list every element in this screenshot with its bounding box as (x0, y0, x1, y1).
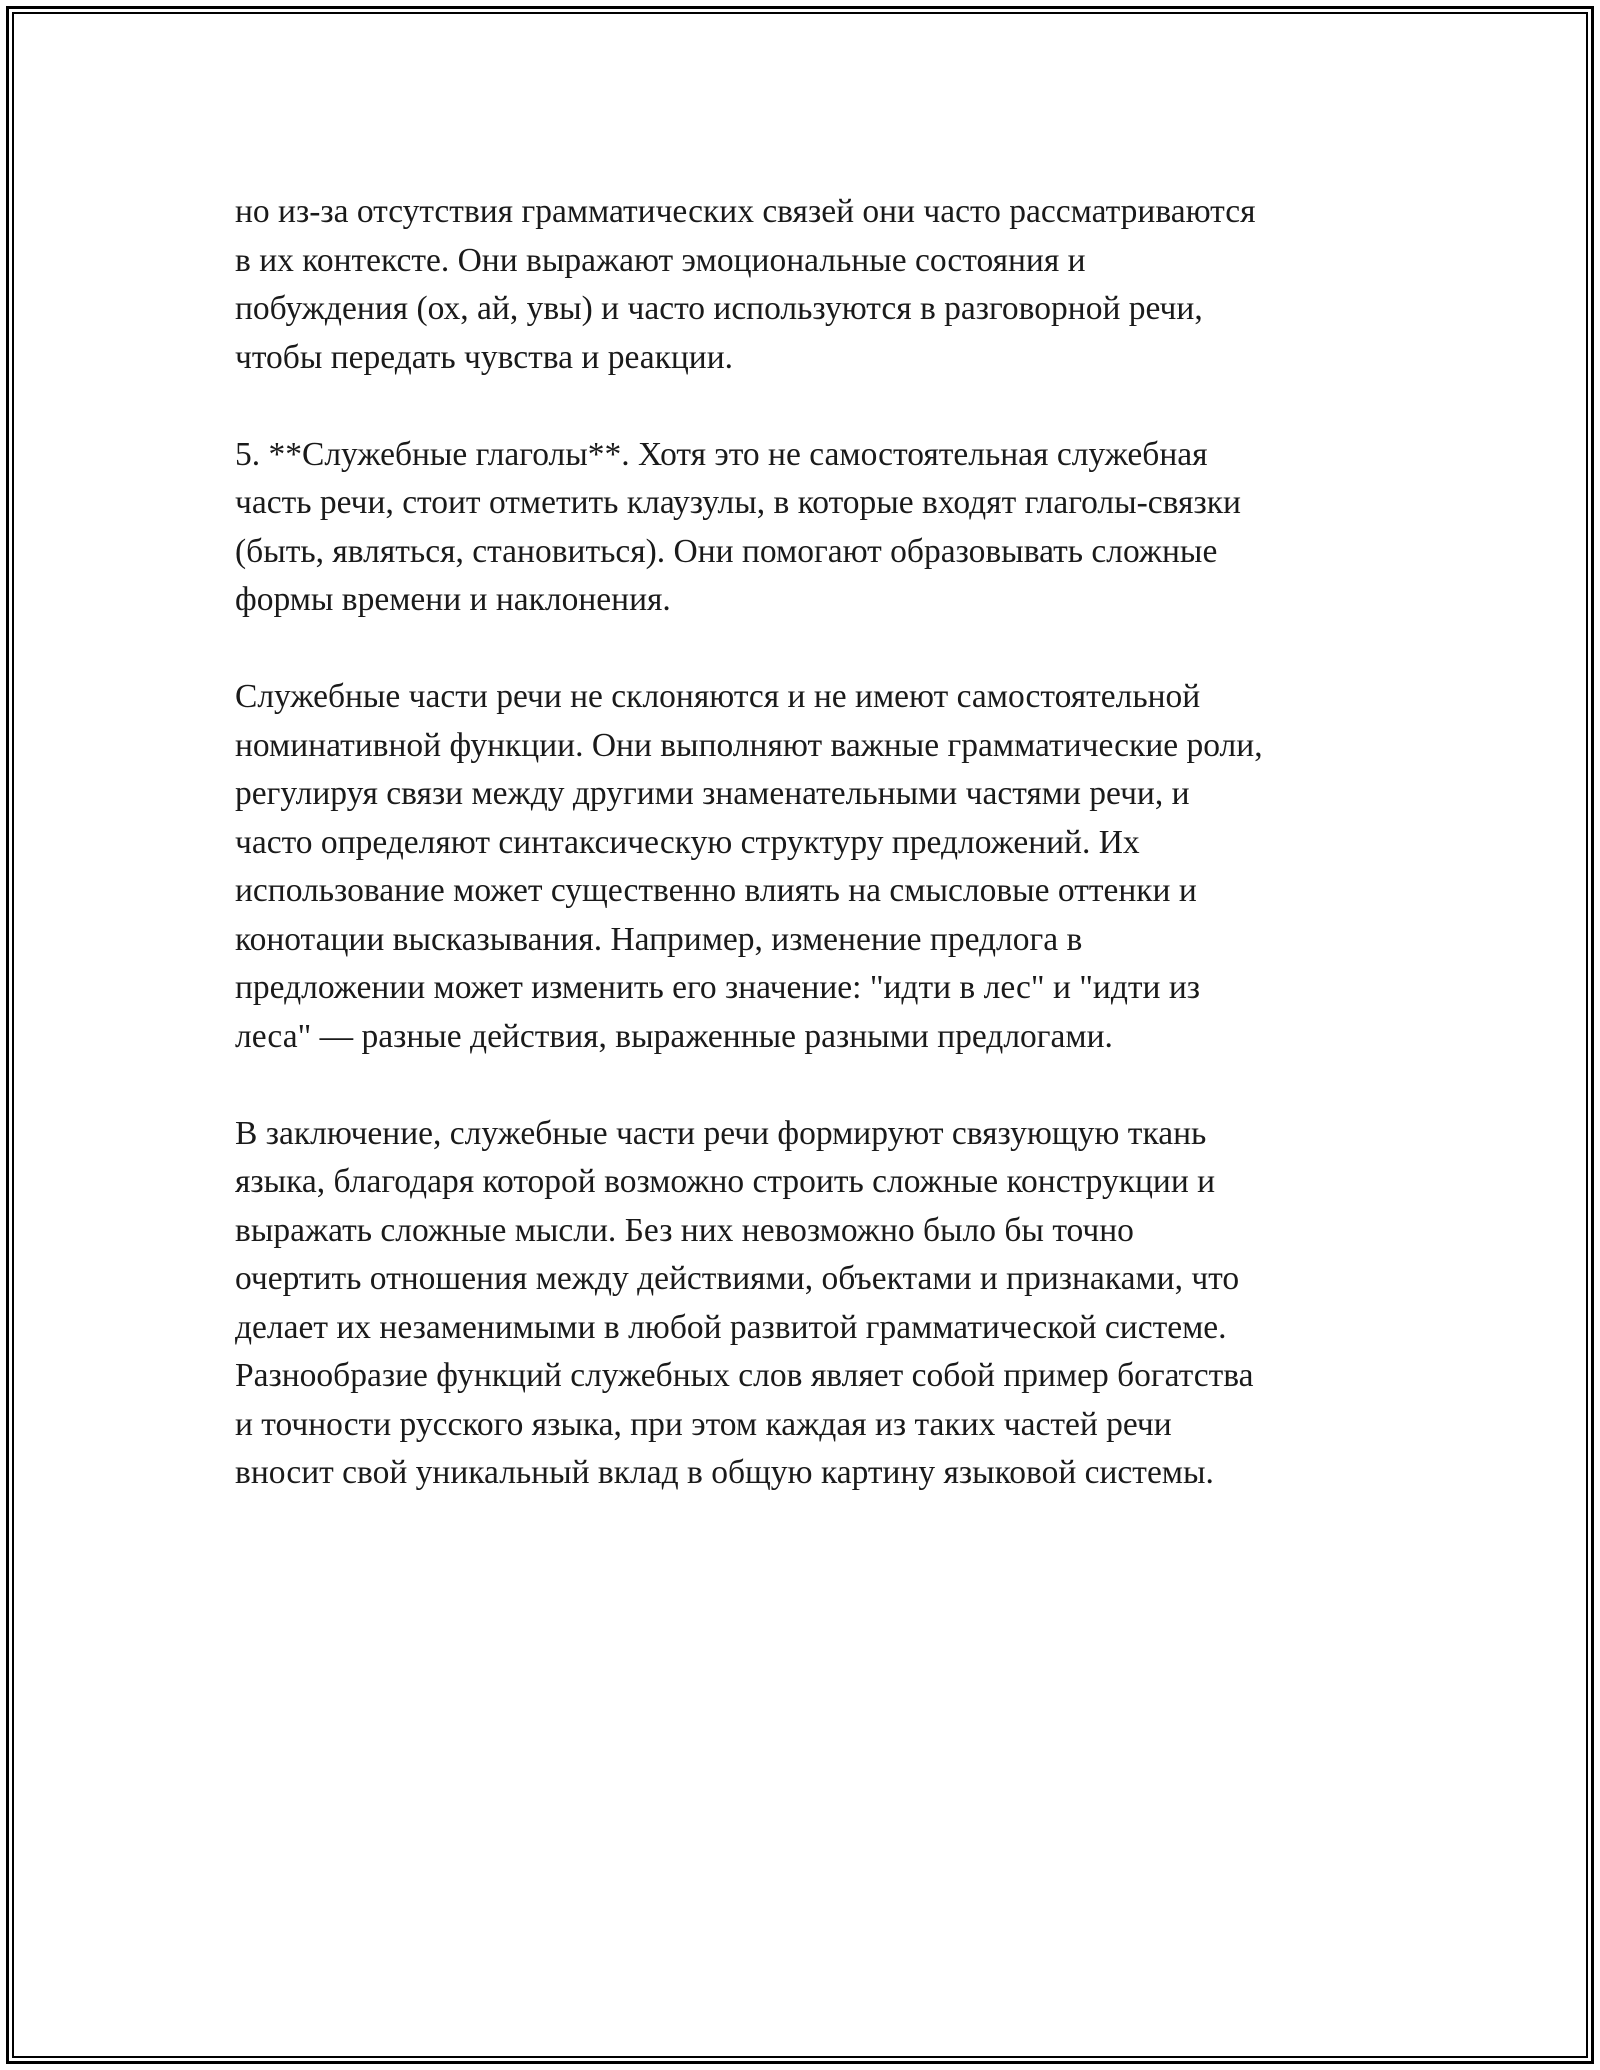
text-line: регулируя связи между другими знаменательными частями речи, и (235, 775, 1190, 812)
text-line: выражать сложные мысли. Без них невозможно было бы точно (235, 1211, 1134, 1249)
text-line: языка, благодаря которой возможно строить сложные конструкции и (235, 1163, 1216, 1200)
text-line: предложении может изменить его значение: "идти в лес" и "идти из (235, 969, 1201, 1006)
paragraph-function-words-roles (235, 673, 1385, 1061)
paragraph-auxiliary-verbs (235, 431, 1385, 625)
text-line: Разнообразие функций служебных слов являет собой пример богатства (235, 1357, 1254, 1394)
text-line: вносит свой уникальный вклад в общую картину языковой системы. (235, 1454, 1214, 1491)
text-line: (быть, являться, становиться). Они помогают образовывать сложные (235, 532, 1218, 570)
text-line: часть речи, стоит отметить клаузулы, в которые входят глаголы-связки (235, 484, 1241, 521)
text-line: побуждения (ох, ай, увы) и часто используются в разговорной речи, (235, 290, 1203, 327)
paragraph-conclusion (235, 1110, 1385, 1498)
text-line: Служебные части речи не склоняются и не имеют самостоятельной (235, 678, 1201, 715)
paragraph-interjections-continued (235, 188, 1385, 382)
text-line: 5. **Служебные глаголы**. Хотя это не самостоятельная служебная (235, 435, 1208, 473)
text-line: леса" — разные действия, выраженные разными предлогами. (235, 1017, 1113, 1055)
text-line: чтобы передать чувства и реакции. (235, 338, 734, 376)
text-line: но из-за отсутствия грамматических связей они часто рассматриваются (235, 193, 1256, 230)
document-body (235, 188, 1385, 1546)
text-line: делает их незаменимыми в любой развитой грамматической системе. (235, 1308, 1227, 1346)
text-line: и точности русского языка, при этом каждая из таких частей речи (235, 1405, 1172, 1443)
text-line: часто определяют синтаксическую структуру предложений. Их (235, 823, 1140, 861)
text-line: номинативной функции. Они выполняют важные грамматические роли, (235, 726, 1263, 764)
text-line: очертить отношения между действиями, объектами и признаками, что (235, 1260, 1240, 1297)
text-line: использование может существенно влиять на смысловые оттенки и (235, 872, 1197, 909)
text-line: формы времени и наклонения. (235, 581, 671, 618)
text-line: В заключение, служебные части речи формируют связующую ткань (235, 1114, 1207, 1152)
text-line: в их контексте. Они выражают эмоциональные состояния и (235, 241, 1086, 279)
text-line: конотации высказывания. Например, изменение предлога в (235, 920, 1083, 958)
